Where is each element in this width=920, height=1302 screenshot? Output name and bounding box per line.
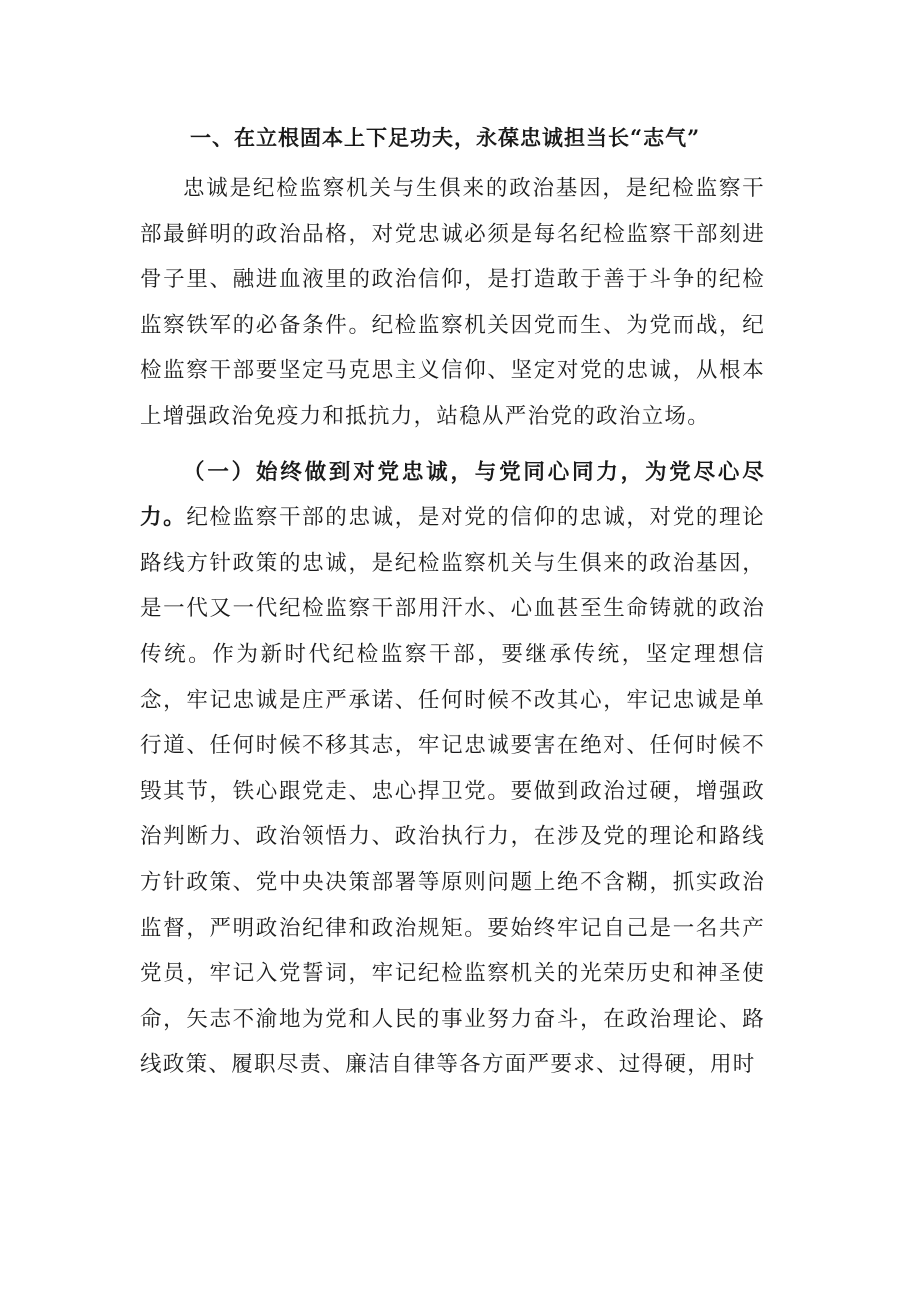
subsection-1-title: （一）始终做到对党忠诚，与党同心同力，为党尽心尽力。 <box>140 459 765 531</box>
paragraph-loyalty-intro: 忠诚是纪检监察机关与生俱来的政治基因，是纪检监察干部最鲜明的政治品格，对党忠诚必须是每名纪检监察干部刻进骨子里、融进血液里的政治信仰，是打造敢于善于斗争的纪检监察铁军的必备条件。纪检监察机关因党而生、为党而战，纪检监察干部要坚定马克思主义信仰、坚定对党的忠诚，从根本上增强政治免疫力和抵抗力，站稳从严治党的政治立场。 <box>140 176 765 429</box>
section-heading: 一、在立根固本上下足功夫，永葆忠诚担当长“志气” <box>190 125 701 150</box>
subsection-1-body: 纪检监察干部的忠诚，是对党的信仰的忠诚，对党的理论路线方针政策的忠诚，是纪检监察机关与生俱来的政治基因，是一代又一代纪检监察干部用汗水、心血甚至生命铸就的政治传统。作为新时代纪检监察干部，要继承传统，坚定理想信念，牢记忠诚是庄严承诺、任何时候不改其心，牢记忠诚是单行道、任何时候不移其志，牢记忠诚要害在绝对、任何时候不毁其节，铁心跟党走、忠心捍卫党。要做到政治过硬，增强政治判断力、政治领悟力、政治执行力，在涉及党的理论和路线方针政策、党中央决策部署等原则问题上绝不含糊，抓实政治监督，严明政治纪律和政治规矩。要始终牢记自己是一名共产党员，牢记入党誓词，牢记纪检监察机关的光荣历史和神圣使命，矢志不渝地为党和人民的事业努力奋斗，在政治理论、路线政策、履职尽责、廉洁自律等各方面严要求、过得硬，用时 <box>140 505 765 1078</box>
paragraph-subsection-1 <box>140 450 765 1088</box>
document-page <box>140 112 765 1088</box>
